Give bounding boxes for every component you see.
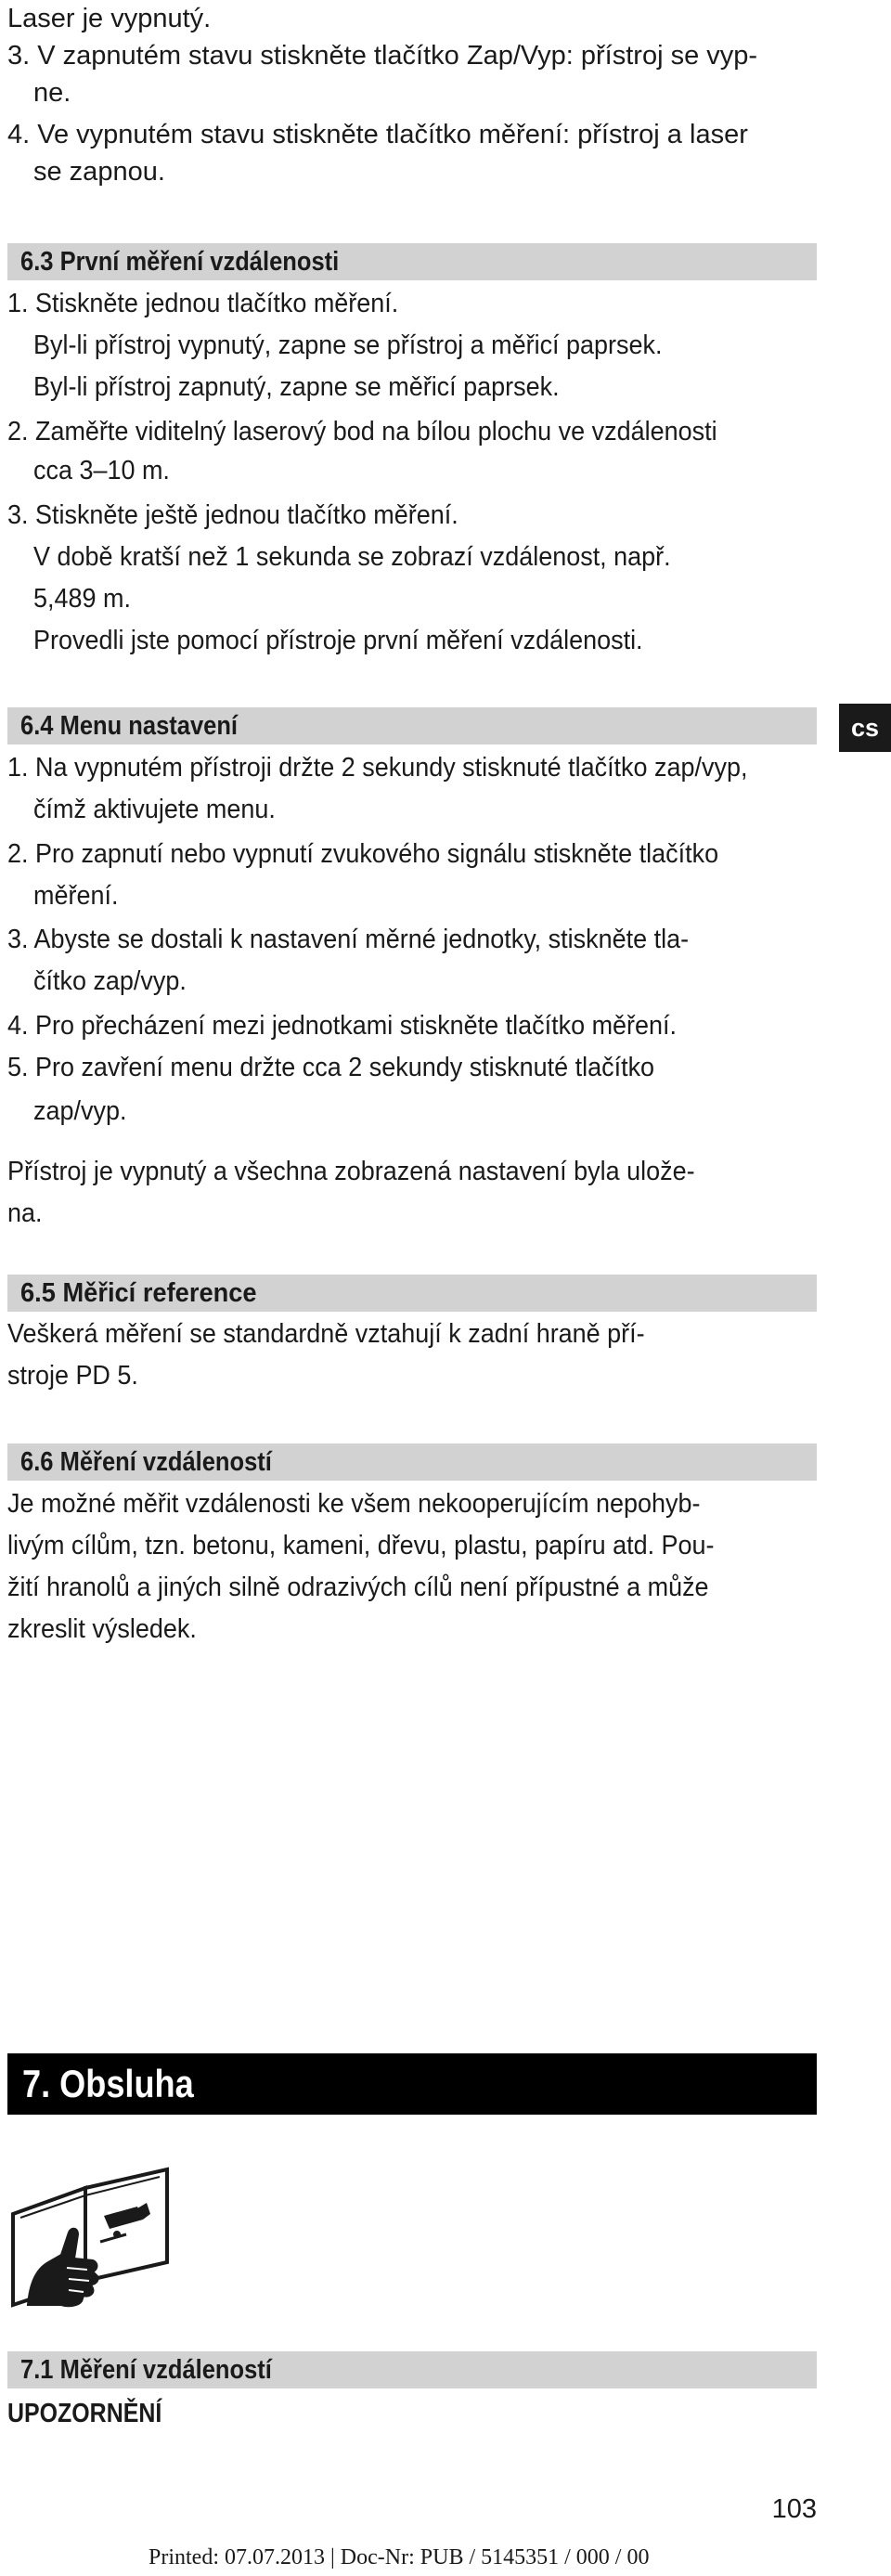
section-heading-bar <box>7 243 817 280</box>
section-heading: 7.1 Měření vzdáleností <box>20 2355 272 2385</box>
text-line: stroje PD 5. <box>7 1361 138 1391</box>
print-footer: Printed: 07.07.2013 | Doc-Nr: PUB / 5145351 / 000 / 00 <box>148 2545 650 2570</box>
section-heading-bar <box>7 2351 817 2388</box>
text-line: Přístroj je vypnutý a všechna zobrazená nastavení byla ulože- <box>7 1157 695 1186</box>
text-line: 2. Zaměřte viditelný laserový bod na bílou plochu ve vzdálenosti <box>7 417 717 447</box>
section-heading-bar <box>7 1275 817 1312</box>
text-line: Byl-li přístroj zapnutý, zapne se měřicí paprsek. <box>33 372 560 402</box>
text-line: 1. Na vypnutém přístroji držte 2 sekundy stisknuté tlačítko zap/vyp, <box>7 753 748 783</box>
text-line: 5. Pro zavření menu držte cca 2 sekundy stisknuté tlačítko <box>7 1053 655 1082</box>
text-line: 3. Stiskněte ještě jednou tlačítko měření. <box>7 500 458 530</box>
text-line: livým cílům, tzn. betonu, kameni, dřevu, plastu, papíru atd. Pou- <box>7 1531 715 1560</box>
section-heading: 6.5 Měřicí reference <box>20 1278 257 1308</box>
section-heading-bar <box>7 1443 817 1481</box>
text-line: čímž aktivujete menu. <box>33 795 276 824</box>
chapter-heading-bar <box>7 2053 817 2115</box>
text-line: ne. <box>33 78 71 108</box>
section-heading: 6.6 Měření vzdáleností <box>20 1447 272 1477</box>
text-line: na. <box>7 1198 43 1228</box>
text-line: 5,489 m. <box>33 584 131 614</box>
text-line: zap/vyp. <box>33 1096 127 1126</box>
section-heading: 6.4 Menu nastavení <box>20 711 239 741</box>
text-line: 2. Pro zapnutí nebo vypnutí zvukového signálu stiskněte tlačítko <box>7 839 719 869</box>
text-line: V době kratší než 1 sekunda se zobrazí vzdálenost, např. <box>33 542 671 572</box>
text-line: 3. Abyste se dostali k nastavení měrné jednotky, stiskněte tla- <box>7 925 690 954</box>
text-line: se zapnou. <box>33 157 165 187</box>
warning-label: UPOZORNĚNÍ <box>7 2399 162 2428</box>
text-line: žití hranolů a jiných silně odrazivých cílů není přípustné a může <box>7 1573 709 1602</box>
text-line: Laser je vypnutý. <box>7 4 212 33</box>
section-heading: 6.3 První měření vzdálenosti <box>20 247 340 277</box>
section-heading-bar <box>7 707 817 744</box>
text-line: 4. Ve vypnutém stavu stiskněte tlačítko měření: přístroj a laser <box>7 120 748 149</box>
text-line: Je možné měřit vzdálenosti ke všem nekooperujícím nepohyb- <box>7 1489 701 1519</box>
text-line: Veškerá měření se standardně vztahují k zadní hraně pří- <box>7 1319 645 1349</box>
text-line: 1. Stiskněte jednou tlačítko měření. <box>7 289 399 318</box>
text-line: 3. V zapnutém stavu stiskněte tlačítko Zap/Vyp: přístroj se vyp- <box>7 41 758 71</box>
chapter-heading: 7. Obsluha <box>22 2062 194 2105</box>
text-line: cca 3–10 m. <box>33 456 170 485</box>
text-line: 4. Pro přecházení mezi jednotkami stiskněte tlačítko měření. <box>7 1011 678 1041</box>
text-line: měření. <box>33 881 119 911</box>
manual-hand-icon <box>7 2166 173 2316</box>
text-line: Provedli jste pomocí přístroje první měření vzdálenosti. <box>33 626 643 655</box>
text-line: Byl-li přístroj vypnutý, zapne se přístroj a měřicí paprsek. <box>33 330 663 360</box>
page-number: 103 <box>771 2494 817 2524</box>
text-line: čítko zap/vyp. <box>33 966 187 996</box>
language-tab: cs <box>839 704 891 752</box>
text-line: zkreslit výsledek. <box>7 1614 197 1644</box>
